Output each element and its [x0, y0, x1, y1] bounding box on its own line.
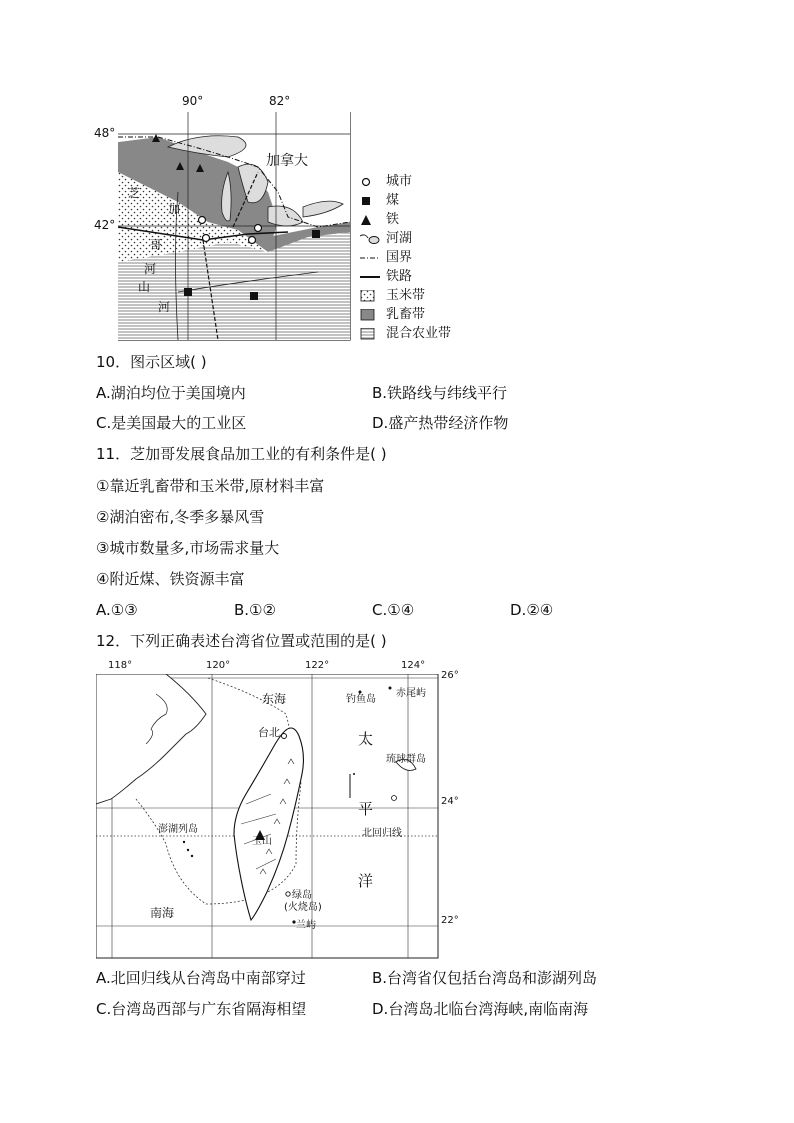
legend-border: 国界: [360, 246, 412, 264]
corn-belt-icon: [360, 290, 380, 302]
border-icon: [360, 252, 380, 264]
q10-option-b[interactable]: B.铁路线与纬线平行: [372, 384, 508, 402]
legend-dairy-belt: 乳畜带: [360, 303, 425, 321]
map2-canvas: [96, 674, 440, 960]
lat-label-48: 48°: [94, 126, 116, 140]
dairy-belt-icon: [360, 309, 380, 321]
q12-option-b[interactable]: B.台湾省仅包括台湾岛和澎湖列岛: [372, 969, 598, 987]
lon-label-82: 82°: [269, 94, 291, 108]
legend-city: 城市: [360, 170, 412, 188]
coal-icon: [360, 195, 380, 207]
q11-option-c[interactable]: C.①④: [372, 601, 415, 619]
label-penghu: 澎湖列岛: [158, 824, 198, 835]
q11-option-b[interactable]: B.①②: [234, 601, 276, 619]
map-taiwan: [90, 658, 462, 960]
label-chiwei: 赤尾屿: [396, 688, 426, 699]
q11-statement-2: ②湖泊密布,冬季多暴风雪: [96, 508, 265, 526]
label-pacific-2: 平: [358, 800, 374, 818]
q11-statement-3: ③城市数量多,市场需求量大: [96, 539, 280, 557]
vertical-text-5: 河: [158, 300, 171, 314]
river-lake-icon: [360, 233, 380, 245]
label-south-sea: 南海: [150, 906, 175, 920]
legend-iron: 铁: [360, 208, 399, 226]
lon-label-120: 120°: [206, 660, 231, 671]
railway-icon: [360, 271, 380, 283]
vertical-text-2: 哥: [150, 238, 163, 252]
label-huoshao: (火烧岛): [284, 902, 322, 913]
label-lanyu: 兰屿: [296, 920, 316, 931]
q12-stem: 12．下列正确表述台湾省位置或范围的是( ): [96, 632, 387, 650]
lat-label-24: 24°: [441, 796, 459, 807]
label-pacific-1: 太: [358, 730, 374, 748]
q11-stem: 11．芝加哥发展食品加工业的有利条件是( ): [96, 445, 387, 463]
map1-legend: [360, 170, 474, 340]
lat-label-22: 22°: [441, 915, 459, 926]
legend-coal: 煤: [360, 189, 399, 207]
q10-option-c[interactable]: C.是美国最大的工业区: [96, 414, 247, 432]
vertical-text-3: 河: [144, 262, 157, 276]
q11-statement-1: ①靠近乳畜带和玉米带,原材料丰富: [96, 477, 325, 495]
legend-corn-belt: 玉米带: [360, 284, 425, 302]
label-yushan: 玉山: [252, 836, 272, 847]
q12-option-c[interactable]: C.台湾岛西部与广东省隔海相望: [96, 1000, 307, 1018]
label-east-sea: 东海: [262, 692, 287, 706]
q11-statement-4: ④附近煤、铁资源丰富: [96, 570, 245, 588]
lat-label-26: 26°: [441, 670, 459, 681]
q12-option-d[interactable]: D.台湾岛北临台湾海峡,南临南海: [372, 1000, 589, 1018]
label-diaoyu: 钓鱼岛: [346, 694, 376, 705]
label-tropic: 北回归线: [362, 828, 402, 839]
label-ludao: 绿岛: [292, 890, 312, 901]
legend-river-lake: 河湖: [360, 227, 412, 245]
lon-label-122: 122°: [305, 660, 330, 671]
label-ryukyu: 琉球群岛: [386, 754, 426, 765]
q11-option-d[interactable]: D.②④: [510, 601, 554, 619]
lon-label-124: 124°: [401, 660, 426, 671]
vertical-text-4: 山: [138, 280, 151, 294]
q11-option-a[interactable]: A.①③: [96, 601, 138, 619]
q12-option-a[interactable]: A.北回归线从台湾岛中南部穿过: [96, 969, 306, 987]
mixed-farming-icon: [360, 328, 380, 340]
lat-label-42: 42°: [94, 218, 116, 232]
country-label-canada: 加拿大: [266, 153, 308, 169]
q10-option-a[interactable]: A.湖泊均位于美国境内: [96, 384, 246, 402]
label-pacific-3: 洋: [358, 872, 374, 890]
lon-label-90: 90°: [182, 94, 204, 108]
city-icon: [360, 176, 380, 188]
q10-stem: 10．图示区域( ): [96, 353, 207, 371]
map1-canvas: [118, 112, 352, 342]
vertical-text-0: 芝: [128, 186, 141, 200]
map-north-america: [94, 92, 474, 342]
q10-option-d[interactable]: D.盛产热带经济作物: [372, 414, 509, 432]
vertical-text-1: 加: [168, 202, 181, 216]
legend-railway: 铁路: [360, 265, 412, 283]
label-taipei: 台北: [258, 726, 280, 739]
lon-label-118: 118°: [108, 660, 133, 671]
legend-mixed-farming: 混合农业带: [360, 322, 451, 340]
iron-icon: [360, 214, 380, 226]
